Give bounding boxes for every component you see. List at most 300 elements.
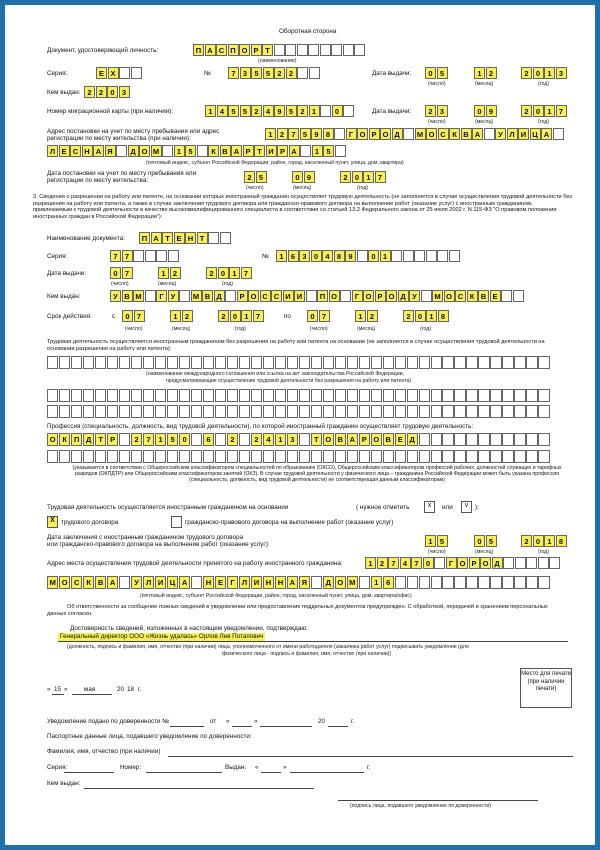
char-cell [526, 576, 537, 589]
char-cell [239, 405, 250, 418]
char-cell: 4 [263, 433, 274, 446]
char-cell [306, 290, 317, 302]
char-cell [107, 450, 118, 463]
contract-or: или [442, 504, 453, 511]
proxy-sign-caption: (подпись лица, подавшего уведомление по доверенности) [350, 803, 491, 809]
char-cell [300, 145, 311, 157]
char-cell: О [371, 433, 382, 446]
char-cell [143, 389, 154, 402]
char-cell [538, 433, 549, 446]
char-cell [515, 557, 526, 569]
char-cell [208, 232, 219, 244]
char-cell: Л [143, 576, 154, 589]
char-cell [251, 405, 262, 418]
char-cell [47, 405, 58, 418]
char-cell [167, 389, 178, 402]
char-cell [227, 356, 238, 369]
char-cell [343, 105, 354, 117]
char-cell: 7 [122, 267, 133, 279]
char-cell [395, 405, 406, 418]
char-cell [502, 433, 513, 446]
char-cell: К [59, 433, 70, 446]
char-cell: Р [277, 145, 288, 157]
char-cell [215, 450, 226, 463]
char-cell [311, 405, 322, 418]
char-cell: 4 [217, 105, 228, 117]
char-cell [155, 450, 166, 463]
char-cell: Р [237, 290, 248, 302]
without-permit-caption-2: предусматривающие осуществление трудовой деятельности без разрешения на работу или патента) [166, 378, 412, 384]
address-label-1: Адрес постановки на учет по месту пребывания или адрес [47, 128, 220, 135]
char-cell: Л [507, 128, 518, 140]
char-cell: О [239, 44, 250, 56]
char-cell [285, 44, 296, 56]
contract-cap-month: (месяц) [475, 549, 494, 555]
char-cell: 0 [292, 171, 303, 183]
char-cell: 1 [265, 128, 276, 140]
char-cell: Д [128, 145, 139, 157]
char-cell: 2 [286, 67, 297, 79]
identity-series-label: Серия: [47, 70, 68, 77]
char-cell [478, 405, 489, 418]
migration-day [425, 105, 448, 117]
char-cell [490, 389, 501, 402]
char-cell: 1 [544, 105, 555, 117]
char-cell [47, 389, 58, 402]
char-cell: О [47, 433, 58, 446]
char-cell: 2 [251, 433, 262, 446]
char-cell [419, 450, 430, 463]
identity-issue-day [425, 67, 448, 79]
char-cell: Л [47, 145, 58, 157]
char-cell [220, 232, 231, 244]
char-cell [191, 433, 202, 446]
char-cell [59, 356, 70, 369]
char-cell [251, 450, 262, 463]
permit-to-label: по [284, 313, 291, 320]
char-cell: 2 [251, 105, 262, 117]
char-cell: 0 [107, 86, 118, 98]
char-cell [466, 356, 477, 369]
address-label-2: регистрации по месту жительства (при наличии): [47, 135, 191, 142]
char-cell [119, 405, 130, 418]
char-cell [299, 450, 310, 463]
char-cell: О [139, 145, 150, 157]
char-cell [538, 405, 549, 418]
permit-issued-by-label: Кем выдан: [47, 293, 81, 300]
char-cell: Т [162, 232, 173, 244]
char-cell: Т [311, 433, 322, 446]
char-cell [107, 389, 118, 402]
profession-label: Профессия (специальность, должность, вид трудовой деятельности), по которой иностранный гражданин осуществляет трудовую деятельность: [47, 423, 474, 430]
migration-date-label: Дата выдачи: [372, 108, 412, 115]
char-cell [403, 128, 414, 140]
char-cell [549, 557, 560, 569]
char-cell: Н [82, 145, 93, 157]
profession-note: (указывается в соответствии с Общероссийским классификатором специальностей по образованию (ОКСО), Общероссийским классификатором профессий рабочих, должностей служащих и тарифных разрядов (ОКПДТР) или Общероссийским классификатором занятий (ОКЗ). В случае трудовой деятельности у физического лица – гражданина Российской Федерации может быть указана профессия (специальность, должность, вид трудовой деятельности) не соответствующая данным классификаторам) [72, 465, 562, 483]
migration-cap-year: (год) [538, 119, 550, 125]
permit-number-sign: № [262, 253, 269, 260]
char-cell: 1 [158, 267, 169, 279]
char-cell: 0 [307, 310, 318, 322]
char-cell [119, 356, 130, 369]
char-cell [203, 405, 214, 418]
char-cell [514, 405, 525, 418]
char-cell [454, 450, 465, 463]
char-cell [299, 356, 310, 369]
contract-opt1-box: x [424, 501, 435, 513]
char-cell: И [266, 145, 277, 157]
char-cell [431, 405, 442, 418]
char-cell [442, 450, 453, 463]
char-cell [131, 450, 142, 463]
char-cell [538, 557, 549, 569]
char-cell: 1 [426, 310, 437, 322]
char-cell: 7 [122, 250, 133, 262]
contract-day [425, 535, 448, 547]
char-cell: К [467, 290, 478, 302]
identity-number-cells [228, 67, 320, 79]
proxy-year-line [328, 726, 348, 727]
civil-contract-checkbox[interactable] [171, 516, 182, 528]
char-cell: Т [95, 433, 106, 446]
char-cell [215, 389, 226, 402]
char-cell [320, 105, 331, 117]
char-cell: 0 [533, 105, 544, 117]
char-cell [143, 356, 154, 369]
address-date-label-1: Дата постановки на учет по месту пребывания или [47, 170, 197, 177]
identity-issued-by-cells [84, 86, 130, 98]
char-cell [168, 250, 179, 262]
char-cell [116, 145, 127, 157]
char-cell [335, 145, 346, 157]
char-cell: О [426, 128, 437, 140]
char-cell: М [415, 128, 426, 140]
char-cell [119, 67, 130, 79]
char-cell [227, 450, 238, 463]
char-cell: П [193, 44, 204, 56]
contract-date-label-1: Дата заключения с иностранным гражданином трудового договора [47, 534, 244, 541]
char-cell: 1 [312, 145, 323, 157]
char-cell: 7 [375, 171, 386, 183]
char-cell: 1 [205, 105, 216, 117]
char-cell [191, 389, 202, 402]
proxy-psuffix: г. [367, 764, 371, 771]
char-cell [431, 576, 442, 589]
char-cell [323, 450, 334, 463]
char-cell: 1 [309, 105, 320, 117]
char-cell: О [444, 290, 455, 302]
sign-date-day-line [52, 694, 64, 695]
sign-date-year: 18 [127, 686, 135, 693]
char-cell [478, 389, 489, 402]
char-cell: У [495, 128, 506, 140]
liability-text: Об ответственности за сообщение ложных сведений в уведомлении или предоставление поддельных документов предупрежден. С обработкой, передачей и хранением персональных данных согласен. [47, 604, 548, 617]
char-cell [191, 356, 202, 369]
permit-series-label: Серия: [47, 253, 68, 260]
char-cell: Р [107, 433, 118, 446]
char-cell [383, 405, 394, 418]
char-cell: 5 [263, 67, 274, 79]
char-cell: 1 [355, 310, 366, 322]
char-cell: 2 [244, 171, 255, 183]
address-date-label-2: регистрации по месту жительства: [47, 177, 149, 184]
char-cell: П [228, 44, 239, 56]
liability-caption-1: (должность, подпись и фамилия, имя, отчество (при наличии) лица, уполномоченного от имени работодателя (заказчика работ услуг) подписывать уведомление (для [67, 644, 469, 650]
migration-year [521, 105, 567, 117]
char-cell: 8 [334, 250, 345, 262]
char-cell [553, 128, 564, 140]
char-cell: 9 [274, 105, 285, 117]
labor-contract-checkbox[interactable]: X [47, 516, 58, 528]
char-cell: 7 [110, 250, 121, 262]
char-cell [407, 389, 418, 402]
char-cell [335, 405, 346, 418]
char-cell: С [71, 576, 82, 589]
char-cell: 3 [556, 67, 567, 79]
char-cell: 1 [170, 310, 181, 322]
without-permit-row-1 [47, 356, 550, 369]
char-cell [239, 450, 250, 463]
char-cell: 8 [556, 535, 567, 547]
char-cell [47, 356, 58, 369]
char-cell [71, 356, 82, 369]
char-cell: 2 [486, 67, 497, 79]
char-cell [347, 389, 358, 402]
char-cell [215, 405, 226, 418]
char-cell: 1 [474, 67, 485, 79]
contract-cap-day: (число) [428, 549, 446, 555]
char-cell [359, 405, 370, 418]
char-cell [426, 250, 437, 262]
identity-cap-year: (год) [538, 81, 550, 87]
char-cell [442, 433, 453, 446]
char-cell: 3 [240, 67, 251, 79]
permit-cap-day: (число) [111, 281, 129, 287]
char-cell: 5 [323, 145, 334, 157]
permit-doc-name-cells [139, 232, 231, 244]
char-cell: Д [323, 576, 334, 589]
char-cell [431, 389, 442, 402]
section3-text: 3. Сведения о разрешении на работу или патенте, на основании которых иностранный гражданин осуществляет трудовую деятельность (не заполняется в случае осуществления трудовой деятельности без разрешения на работу или патента, а также в случае заключения трудового договора или гражданско-правового договора на выполнение работ (оказание услуг) с иностранным гражданином, привлекаемым к трудовой деятельности в качестве высококвалифицированного специалиста в соответствии со статьей 13.2 Федерального закона от 25 июля 2002 г. N 115-ФЗ "О правовом положении иностранных граждан в Российской Федерации"): [33, 194, 572, 220]
char-cell: 0 [533, 535, 544, 547]
char-cell [371, 405, 382, 418]
identity-series-cells [96, 67, 142, 79]
char-cell: Г [227, 576, 238, 589]
identity-issue-date-label: Дата выдачи: [372, 70, 412, 77]
char-cell [454, 576, 465, 589]
char-cell: И [251, 576, 262, 589]
char-cell: 7 [143, 433, 154, 446]
char-cell [395, 389, 406, 402]
permit-from-month [170, 310, 193, 322]
char-cell: О [357, 128, 368, 140]
char-cell [95, 405, 106, 418]
char-cell [371, 356, 382, 369]
char-cell [119, 576, 130, 589]
char-cell [263, 389, 274, 402]
char-cell: Е [395, 433, 406, 446]
char-cell [538, 389, 549, 402]
char-cell [359, 450, 370, 463]
proxy-line1: Уведомление подано по доверенности № [47, 718, 170, 725]
char-cell: 2 [206, 267, 217, 279]
char-cell: В [461, 128, 472, 140]
address-year [340, 171, 386, 183]
char-cell [490, 450, 501, 463]
char-cell [502, 356, 513, 369]
liability-confirm: Достоверность сведений, изложенных в настоящем уведомлении, подтверждаю: [70, 625, 308, 632]
char-cell [299, 389, 310, 402]
char-cell [383, 356, 394, 369]
char-cell: 7 [288, 128, 299, 140]
contract-label: Трудовая деятельность осуществляется иностранным гражданином на основании [47, 504, 289, 511]
char-cell [83, 356, 94, 369]
char-cell [167, 356, 178, 369]
char-cell [251, 389, 262, 402]
char-cell: 5 [437, 535, 448, 547]
char-cell [275, 405, 286, 418]
char-cell: Я [105, 145, 116, 157]
char-cell [478, 433, 489, 446]
identity-cap-day: (число) [428, 81, 446, 87]
identity-cap-month: (месяц) [475, 81, 494, 87]
char-cell: Ц [167, 576, 178, 589]
page-title: Оборотная сторона [279, 28, 337, 35]
char-cell: 5 [167, 433, 178, 446]
char-cell [383, 389, 394, 402]
char-cell: Р [369, 128, 380, 140]
proxy-fio-label: Фамилия, имя, отчество (при наличии) [47, 748, 161, 755]
char-cell [155, 356, 166, 369]
char-cell: Д [492, 557, 503, 569]
address-month [292, 171, 315, 183]
proxy-series-label: Серия: [47, 764, 68, 771]
char-cell [71, 389, 82, 402]
char-cell [331, 44, 342, 56]
char-cell [454, 356, 465, 369]
char-cell [239, 356, 250, 369]
permit-issued-by-cells [110, 290, 524, 302]
char-cell: Е [59, 145, 70, 157]
char-cell: А [107, 576, 118, 589]
char-cell: О [480, 557, 491, 569]
char-cell: У [409, 290, 420, 302]
char-cell: У [131, 576, 142, 589]
char-cell: В [95, 576, 106, 589]
char-cell [442, 389, 453, 402]
labor-contract-label: трудового договора [61, 519, 119, 526]
char-cell [145, 290, 156, 302]
char-cell: 3 [437, 105, 448, 117]
char-cell: 0 [218, 267, 229, 279]
char-cell [131, 405, 142, 418]
char-cell [119, 389, 130, 402]
char-cell: И [518, 128, 529, 140]
char-cell: М [432, 290, 443, 302]
char-cell [514, 433, 525, 446]
identity-issued-by-label: Кем выдан: [47, 89, 81, 96]
permit-to-day [307, 310, 330, 322]
char-cell: 2 [367, 310, 378, 322]
char-cell: 1 [380, 250, 391, 262]
char-cell: 1 [365, 557, 376, 569]
proxy-from: от [210, 718, 217, 725]
char-cell [343, 44, 354, 56]
char-cell [484, 128, 495, 140]
char-cell [297, 44, 308, 56]
proxy-pmonth-line [290, 772, 364, 773]
char-cell [514, 356, 525, 369]
char-cell: С [271, 290, 282, 302]
char-cell [434, 557, 445, 569]
char-cell [431, 450, 442, 463]
char-cell: 7 [556, 105, 567, 117]
char-cell: И [294, 290, 305, 302]
char-cell: Е [174, 232, 185, 244]
char-cell: М [191, 290, 202, 302]
char-cell: 3 [287, 433, 298, 446]
char-cell: Г [352, 290, 363, 302]
char-cell: Т [262, 44, 273, 56]
char-cell [442, 576, 453, 589]
char-cell [179, 405, 190, 418]
char-cell [203, 450, 214, 463]
char-cell [466, 450, 477, 463]
address-cap-month: (месяц) [293, 185, 312, 191]
char-cell [431, 356, 442, 369]
char-cell [95, 356, 106, 369]
char-cell [449, 250, 460, 262]
char-cell [395, 576, 406, 589]
char-cell: М [47, 576, 58, 589]
char-cell [478, 356, 489, 369]
without-permit-text: Трудовая деятельность осуществляется иностранным гражданином без разрешения на работу или патента на основании (не заполняется в случае осуществления трудовой деятельности на основании разрешения на работу или патента): [47, 339, 545, 352]
char-cell [227, 405, 238, 418]
char-cell [395, 450, 406, 463]
char-cell [225, 290, 236, 302]
char-cell: Д [407, 433, 418, 446]
char-cell: 7 [319, 310, 330, 322]
char-cell: В [122, 290, 133, 302]
char-cell [407, 450, 418, 463]
char-cell: 3 [119, 86, 130, 98]
civil-contract-label: гражданско-правового договора на выполнение работ (оказание услуг) [185, 519, 394, 526]
char-cell: Г [156, 290, 167, 302]
char-cell: О [329, 290, 340, 302]
char-cell [203, 356, 214, 369]
char-cell: В [202, 290, 213, 302]
permit-to-month [355, 310, 378, 322]
char-cell: М [151, 145, 162, 157]
char-cell [359, 576, 370, 589]
char-cell: О [457, 557, 468, 569]
char-cell: 6 [203, 433, 214, 446]
sign-date-suffix: г. [138, 686, 142, 693]
proxy-month-line [260, 726, 312, 727]
char-cell: 4 [263, 105, 274, 117]
char-cell: 2 [340, 171, 351, 183]
char-cell [526, 450, 537, 463]
char-cell: 1 [425, 535, 436, 547]
permit-cap-month: (месяц) [158, 281, 177, 287]
char-cell: Т [254, 145, 265, 157]
char-cell: С [438, 128, 449, 140]
char-cell [191, 576, 202, 589]
char-cell: 5 [437, 67, 448, 79]
char-cell [454, 389, 465, 402]
sign-date-century: 20 [117, 686, 125, 693]
